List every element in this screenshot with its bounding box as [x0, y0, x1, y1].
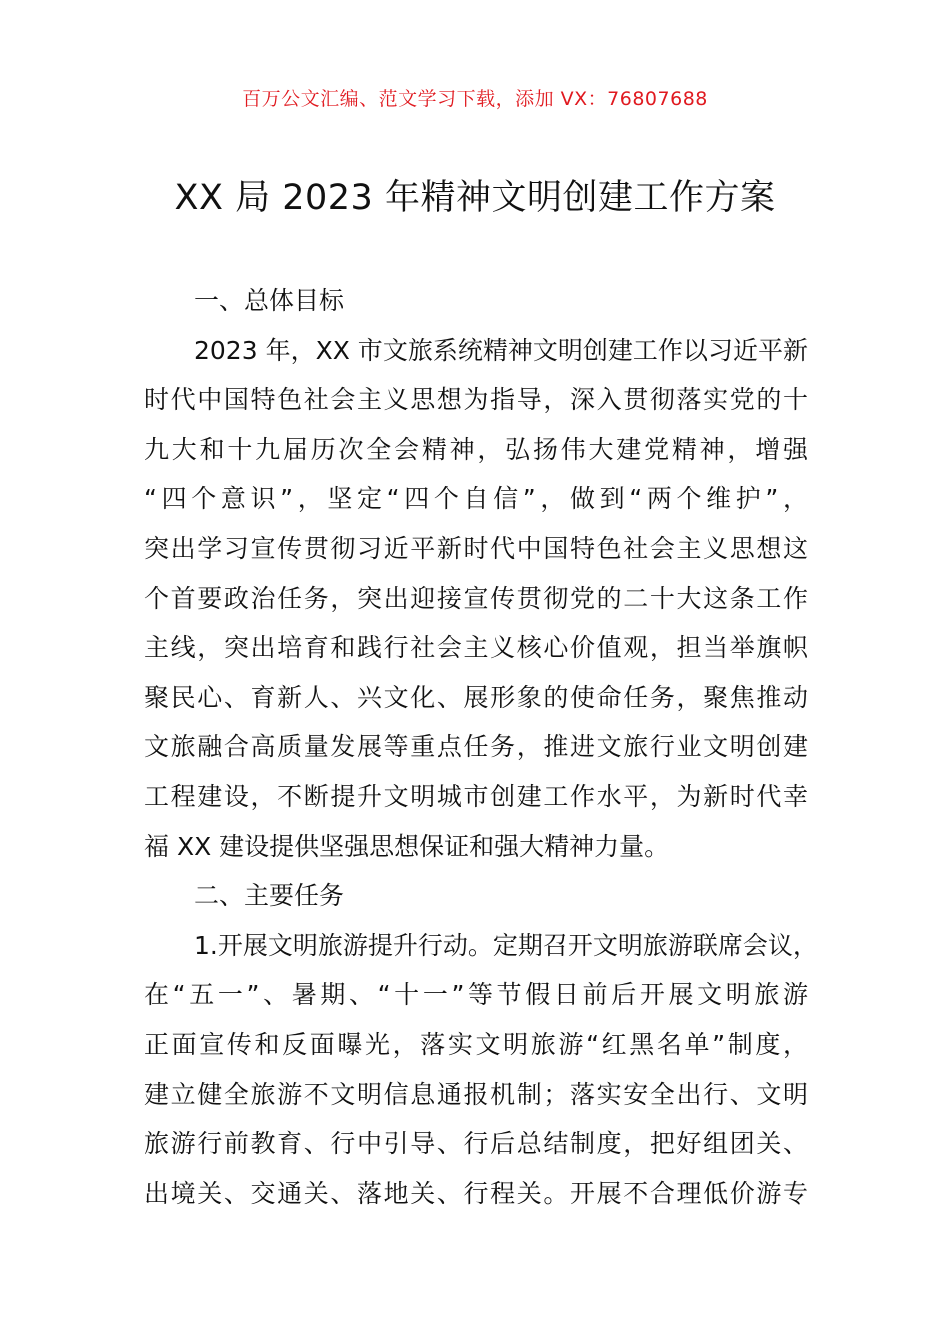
paragraph-line: 在“五一”、暑期、“十一”等节假日前后开展文明旅游 — [144, 980, 808, 1010]
paragraph-line: 突出学习宣传贯彻习近平新时代中国特色社会主义思想这 — [144, 533, 808, 563]
paragraph-line: 福 XX 建设提供坚强思想保证和强大精神力量。 — [144, 831, 670, 861]
promo-banner: 百万公文汇编、范文学习下载，添加 VX：76807688 — [242, 88, 708, 110]
paragraph-line: 时代中国特色社会主义思想为指导，深入贯彻落实党的十 — [144, 385, 808, 415]
section-heading-main-tasks: 二、主要任务 — [194, 881, 345, 911]
paragraph-line: 2023 年，XX 市文旅系统精神文明创建工作以习近平新 — [194, 335, 808, 365]
section-heading-overall-goal: 一、总体目标 — [194, 286, 345, 315]
paragraph-line: 1.开展文明旅游提升行动。定期召开文明旅游联席会议， — [194, 930, 818, 960]
paragraph-line: 工程建设，不断提升文明城市创建工作水平，为新时代幸 — [144, 781, 808, 811]
paragraph-line: 九大和十九届历次全会精神，弘扬伟大建党精神，增强 — [144, 434, 808, 464]
document-title: XX 局 2023 年精神文明创建工作方案 — [174, 178, 776, 218]
paragraph-line: 文旅融合高质量发展等重点任务，推进文旅行业文明创建 — [144, 732, 808, 762]
paragraph-line: 个首要政治任务，突出迎接宣传贯彻党的二十大这条工作 — [144, 583, 808, 613]
paragraph-line: 主线，突出培育和践行社会主义核心价值观，担当举旗帜 — [144, 633, 808, 663]
paragraph-line: 出境关、交通关、落地关、行程关。开展不合理低价游专 — [144, 1178, 808, 1208]
paragraph-line: 建立健全旅游不文明信息通报机制；落实安全出行、文明 — [144, 1079, 808, 1109]
document-body — [144, 276, 818, 1218]
paragraph-line: “四个意识”，坚定“四个自信”，做到“两个维护”， — [144, 484, 808, 514]
paragraph-line: 旅游行前教育、行中引导、行后总结制度，把好组团关、 — [144, 1129, 808, 1159]
paragraph-line: 聚民心、育新人、兴文化、展形象的使命任务，聚焦推动 — [144, 682, 808, 712]
paragraph-line: 正面宣传和反面曝光，落实文明旅游“红黑名单”制度， — [144, 1029, 808, 1059]
